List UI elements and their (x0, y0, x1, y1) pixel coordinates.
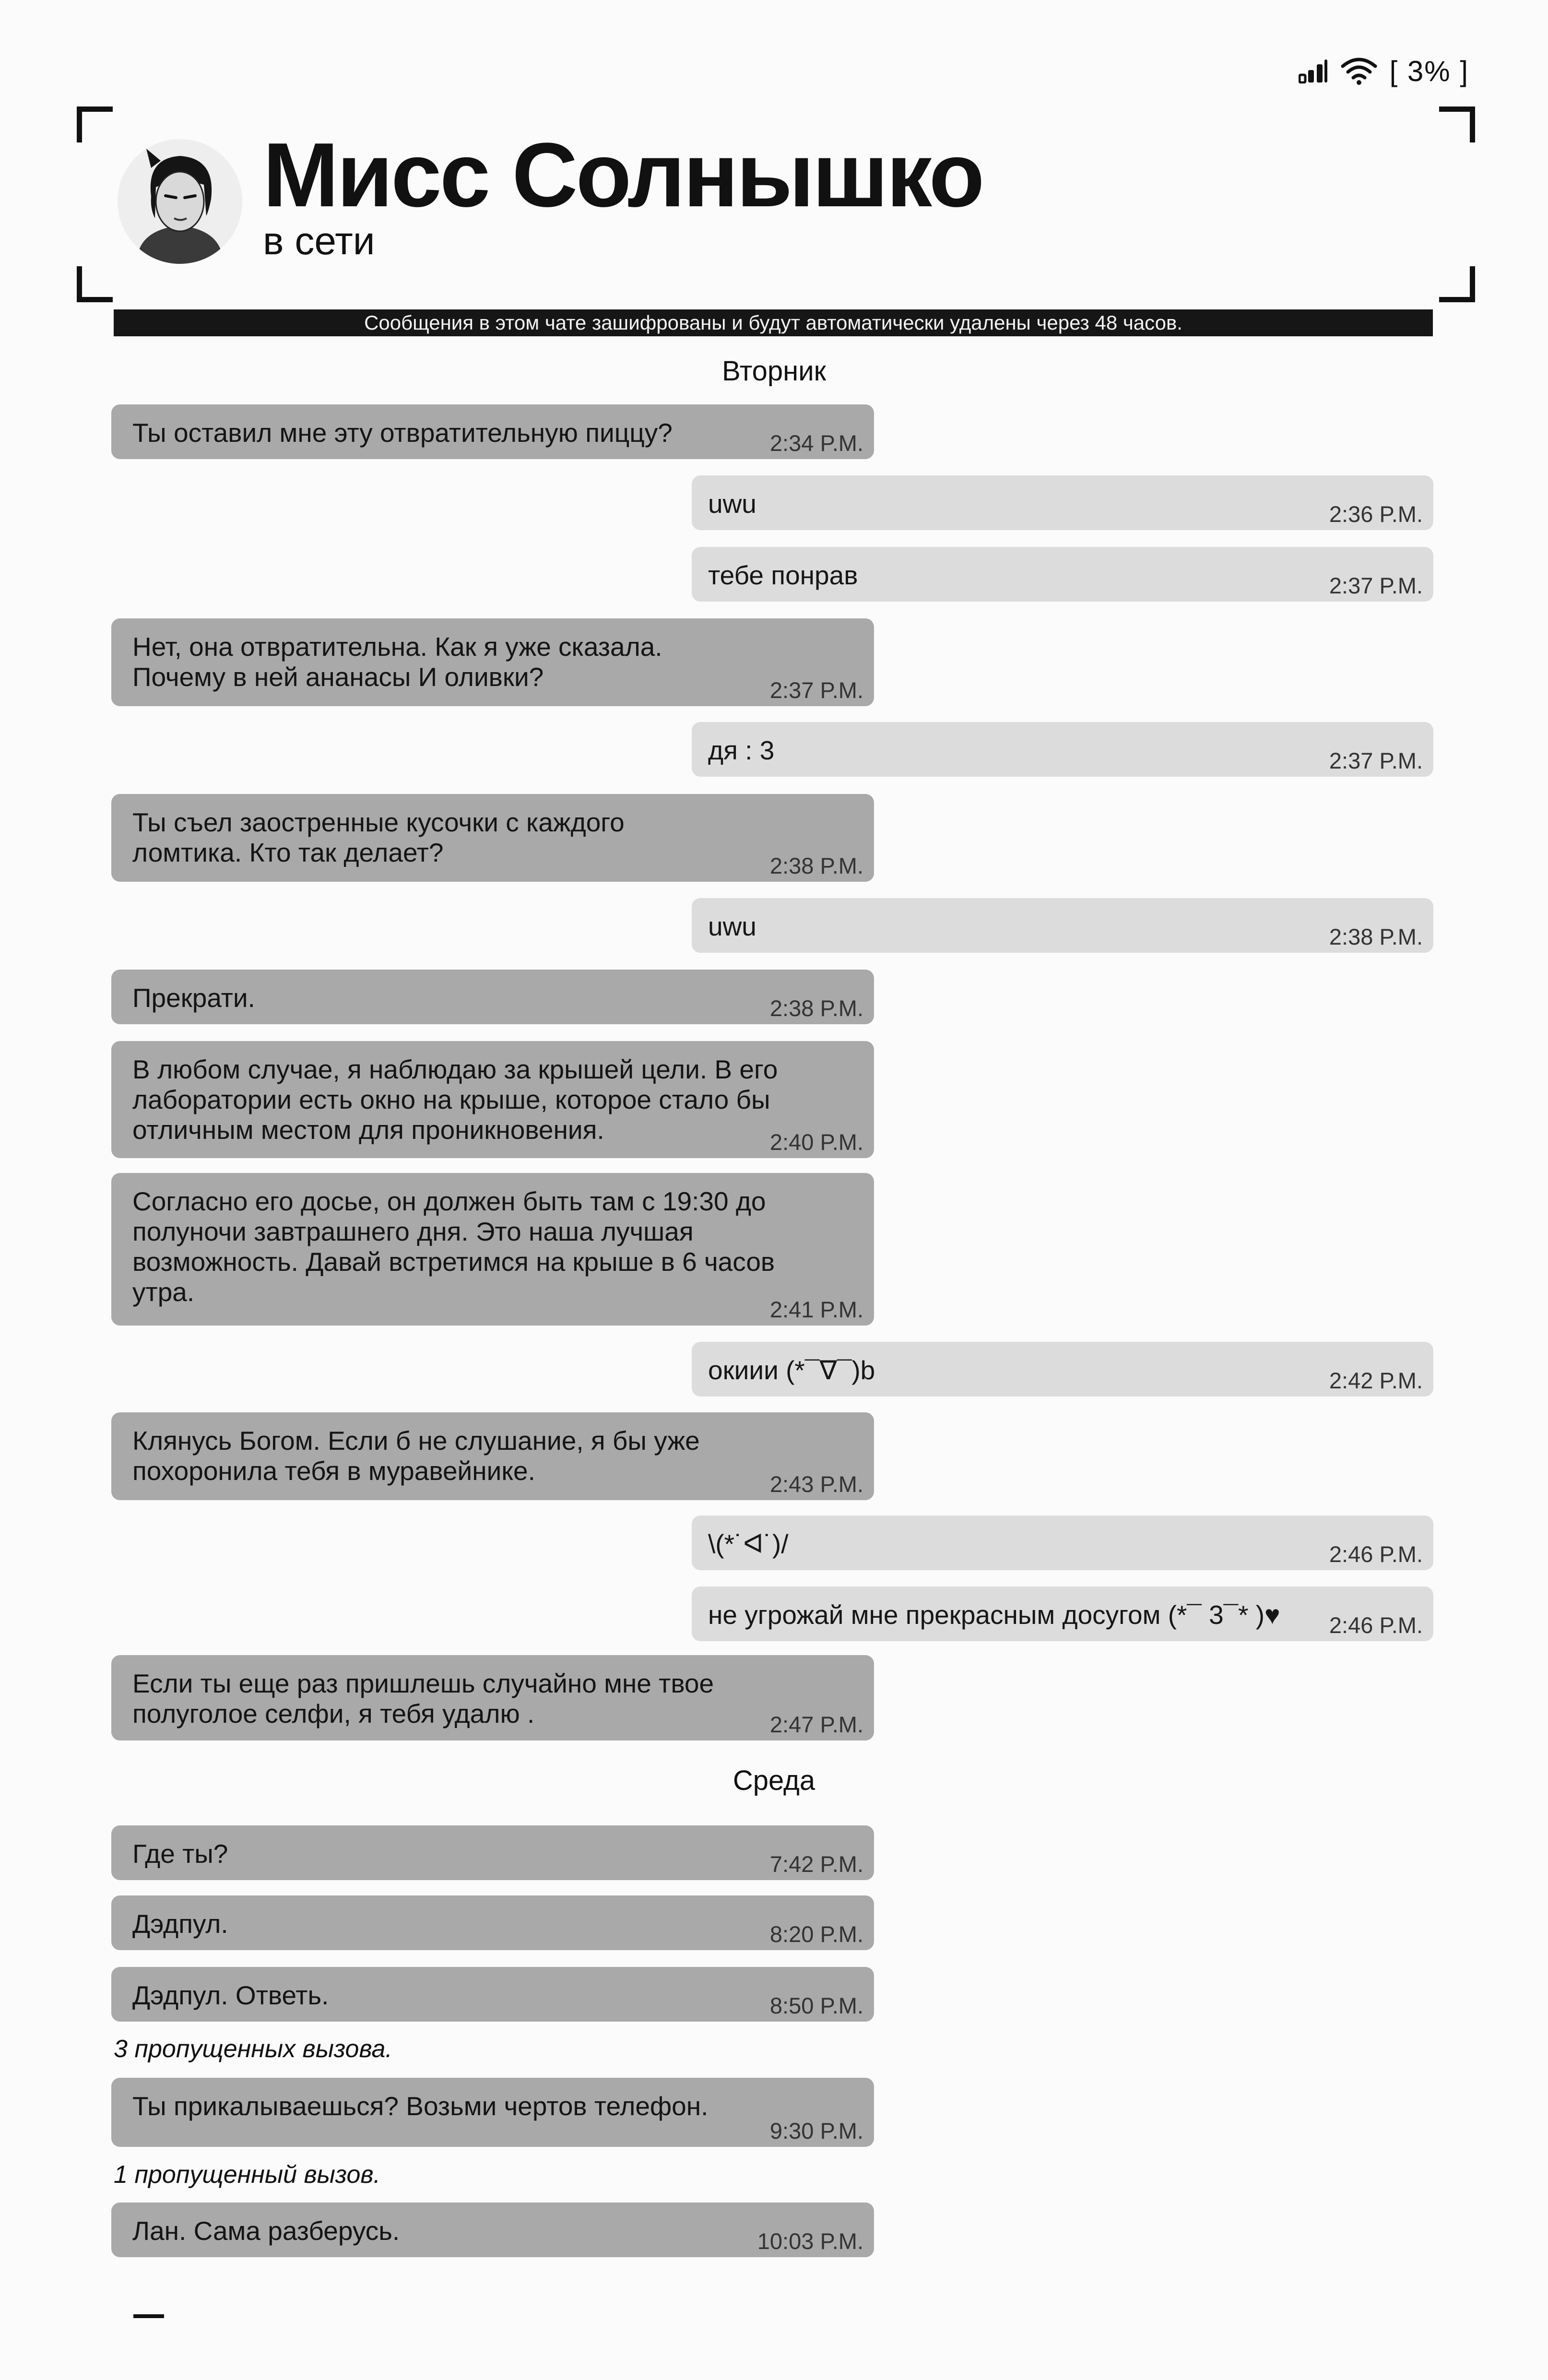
signal-icon (1299, 59, 1328, 83)
message-text: \(*˙ᐊ˙)/ (708, 1529, 789, 1559)
message-text: тебе понрав (708, 560, 858, 590)
message-outgoing[interactable] (692, 898, 1433, 953)
message-time: 2:43 P.M. (769, 1471, 863, 1497)
day-separator: Среда (733, 1765, 815, 1796)
message-outgoing[interactable] (692, 475, 1433, 530)
frame-corner-bottom-right (1439, 266, 1475, 302)
message-time: 2:42 P.M. (1329, 1368, 1423, 1393)
avatar[interactable] (118, 139, 242, 264)
frame-corner-top-right (1439, 107, 1475, 142)
message-time: 2:40 P.M. (769, 1129, 863, 1155)
message-text: Если ты еще раз пришлешь случайно мне твое полуголое селфи, я тебя удалю . (132, 1669, 714, 1729)
message-text: Дэдпул. Ответь. (132, 1980, 329, 2010)
message-outgoing[interactable] (692, 1342, 1433, 1397)
message-incoming[interactable] (111, 1041, 874, 1158)
message-incoming[interactable] (111, 2202, 874, 2257)
contact-name: Мисс Солнышко (263, 124, 983, 226)
missed-calls-note: 3 пропущенных вызова. (114, 2035, 392, 2063)
message-time: 8:20 P.M. (769, 1921, 863, 1947)
message-incoming[interactable] (111, 1412, 874, 1500)
message-text: В любом случае, я наблюдаю за крышей цели. В его лаборатории есть окно на крыше, которое стало бы отличным местом для проникновения. (132, 1054, 778, 1145)
battery-indicator: [ 3% ] (1389, 55, 1469, 87)
message-incoming[interactable] (111, 794, 874, 882)
message-time: 2:46 P.M. (1329, 1541, 1423, 1567)
message-incoming[interactable] (111, 618, 874, 706)
message-text: Ты оставил мне эту отвратительную пиццу? (132, 418, 673, 448)
message-text: Клянусь Богом. Если б не слушание, я бы уже похоронила тебя в муравейнике. (132, 1426, 700, 1486)
message-time: 2:38 P.M. (1329, 924, 1423, 949)
message-time: 2:37 P.M. (769, 677, 863, 703)
message-outgoing[interactable] (692, 1587, 1433, 1641)
message-text: uwu (708, 912, 756, 941)
message-time: 2:46 P.M. (1329, 1612, 1423, 1638)
message-text: uwu (708, 489, 756, 519)
wifi-icon (1341, 57, 1377, 85)
message-text: Дэдпул. (132, 1909, 228, 1939)
frame-corner-bottom-left (77, 266, 113, 302)
message-incoming[interactable] (111, 1173, 874, 1326)
message-time: 2:37 P.M. (1329, 573, 1423, 598)
message-text: не угрожай мне прекрасным досугом (*¯ 3¯* )♥ (708, 1600, 1280, 1630)
message-outgoing[interactable] (692, 1516, 1433, 1570)
message-time: 2:37 P.M. (1329, 748, 1423, 773)
message-incoming[interactable] (111, 2078, 874, 2147)
message-time: 9:30 P.M. (769, 2118, 863, 2143)
encryption-banner: Сообщения в этом чате зашифрованы и будут автоматически удалены через 48 часов. (114, 309, 1433, 336)
message-outgoing[interactable] (692, 547, 1433, 602)
status-bar (1299, 52, 1469, 90)
message-time: 8:50 P.M. (769, 1993, 863, 2018)
missed-calls-note: 1 пропущенный вызов. (114, 2161, 380, 2189)
message-text: Нет, она отвратительна. Как я уже сказала. Почему в ней ананасы И оливки? (132, 632, 662, 692)
message-incoming[interactable] (111, 970, 874, 1024)
message-text: Лан. Сама разберусь. (132, 2216, 400, 2246)
message-text: Прекрати. (132, 983, 255, 1013)
message-text: дя : 3 (708, 735, 775, 765)
message-time: 2:38 P.M. (769, 853, 863, 878)
message-text: Ты прикалываешься? Возьми чертов телефон. (132, 2091, 709, 2121)
message-time: 2:36 P.M. (1329, 501, 1423, 527)
message-text: Согласно его досье, он должен быть там с 19:30 до полуночи завтрашнего дня. Это наша лучшая возможность. Давай встретимся на крыше в 6 часов утра. (132, 1186, 775, 1307)
message-time: 2:41 P.M. (769, 1297, 863, 1322)
message-incoming[interactable] (111, 1967, 874, 2022)
page-dash (133, 2314, 164, 2318)
message-time: 10:03 P.M. (757, 2228, 863, 2254)
contact-portrait-icon (118, 139, 242, 264)
message-time: 2:38 P.M. (769, 995, 863, 1021)
message-time: 2:47 P.M. (769, 1712, 863, 1737)
presence-status: в сети (263, 219, 375, 263)
message-text: Ты съел заостренные кусочки с каждого ломтика. Кто так делает? (132, 807, 625, 867)
message-time: 2:34 P.M. (769, 430, 863, 456)
message-text: Где ты? (132, 1839, 228, 1869)
message-outgoing[interactable] (692, 722, 1433, 777)
message-incoming[interactable] (111, 1655, 874, 1741)
message-time: 7:42 P.M. (769, 1851, 863, 1877)
day-separator: Вторник (722, 355, 826, 387)
message-incoming[interactable] (111, 404, 874, 459)
frame-corner-top-left (77, 107, 113, 142)
message-text: окиии (*¯∇¯)b (708, 1355, 875, 1385)
message-incoming[interactable] (111, 1825, 874, 1880)
message-incoming[interactable] (111, 1895, 874, 1950)
